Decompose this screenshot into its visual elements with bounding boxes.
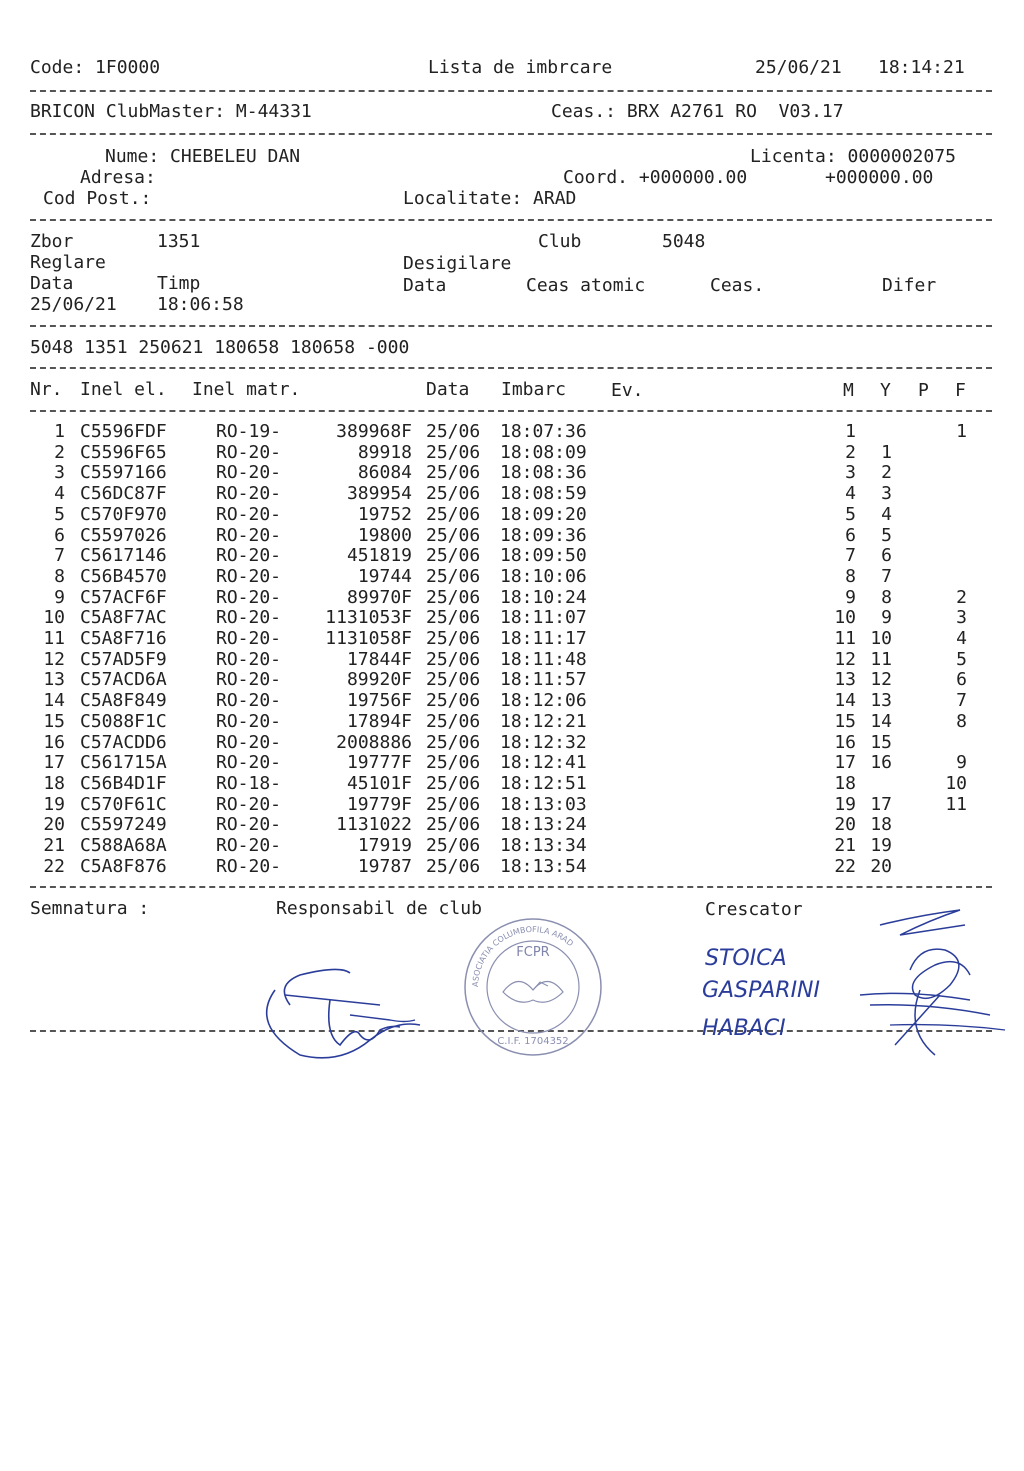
row-time: 18:13:54 [500,855,587,877]
row-time: 18:13:03 [500,793,587,815]
row-time: 18:08:59 [500,483,587,505]
row-ring-prefix: RO-20- [216,793,282,815]
row-date: 25/06 [426,731,481,753]
club-responsible-label: Responsabil de club [276,898,482,919]
setting-date-label: Data [30,273,74,294]
unsealing-label: Desigilare [403,253,512,274]
row-number: 22 [43,855,65,877]
row-date: 25/06 [426,648,481,670]
row-time: 18:12:32 [500,731,587,753]
row-electronic-ring: C588A68A [80,835,167,856]
row-ring-number: 1131058F [325,628,412,649]
row-time: 18:07:36 [500,421,587,442]
row-ring-prefix: RO-20- [216,545,282,567]
row-time: 18:10:06 [500,565,587,587]
row-date: 25/06 [426,524,481,546]
col-date: Data [426,379,470,400]
row-number: 4 [54,483,65,505]
row-ring-number: 19744 [357,565,412,587]
row-ring-number: 89970F [346,586,412,608]
row-number: 9 [54,586,65,608]
row-f: 6 [956,669,967,691]
row-number: 12 [43,648,65,670]
col-m: M [843,380,854,401]
row-electronic-ring: C5088F1C [80,710,167,732]
row-number: 5 [54,503,65,525]
row-time: 18:09:50 [500,545,587,567]
row-date: 25/06 [426,752,481,774]
divider [30,410,992,412]
row-time: 18:11:57 [500,669,587,691]
row-ring-number: 2008886 [336,731,412,753]
row-ring-prefix: RO-20- [216,648,282,670]
col-event: Ev. [611,380,644,401]
row-ring-prefix: RO-18- [216,772,282,794]
clock-label: Ceas. [710,275,765,296]
handwritten-name-1: STOICA [705,946,787,971]
divider [30,133,992,135]
row-electronic-ring: C57AD5F9 [80,648,167,670]
owner-coord-lon: +000000.00 [825,167,934,188]
row-electronic-ring: C5617146 [80,545,167,567]
setting-time: 18:06:58 [157,294,244,315]
row-ring-prefix: RO-20- [216,503,282,525]
row-time: 18:09:36 [500,524,587,546]
divider [30,886,992,888]
row-y: 17 [870,793,892,815]
row-ring-prefix: RO-20- [216,855,282,877]
row-date: 25/06 [426,669,481,691]
row-electronic-ring: C5A8F876 [80,855,167,877]
row-m: 10 [834,607,856,629]
row-ring-number: 19777F [346,752,412,774]
row-number: 17 [43,752,65,774]
row-date: 25/06 [426,545,481,567]
row-m: 14 [834,690,856,712]
row-date: 25/06 [426,607,481,629]
club-responsible-signature [230,965,430,1070]
row-ring-prefix: RO-20- [216,669,282,691]
unsealing-date-label: Data [403,275,447,296]
row-ring-prefix: RO-20- [216,462,282,484]
row-m: 11 [834,628,856,649]
row-ring-prefix: RO-20- [216,710,282,732]
divider [30,90,992,92]
document-code: Code: 1F0000 [30,57,161,78]
breeder-label: Crescator [705,899,803,920]
row-f: 5 [956,648,967,670]
row-electronic-ring: C56B4D1F [80,772,167,794]
row-m: 8 [845,565,856,587]
row-y: 15 [870,731,892,753]
row-m: 22 [834,855,856,877]
row-electronic-ring: C5596FDF [80,421,167,442]
row-ring-prefix: RO-20- [216,814,282,836]
row-date: 25/06 [426,772,481,794]
col-p: P [918,380,929,401]
row-y: 5 [881,524,892,546]
row-electronic-ring: C5A8F7AC [80,607,167,629]
row-m: 2 [845,441,856,463]
row-f: 10 [945,772,967,794]
owner-city: Localitate: ARAD [403,188,577,209]
row-ring-prefix: RO-20- [216,565,282,587]
row-y: 1 [881,441,892,463]
owner-postcode: Cod Post.: [43,188,152,209]
row-number: 10 [43,607,65,629]
row-number: 8 [54,565,65,587]
row-number: 19 [43,793,65,815]
stamp-ring-text: ASOCIATIA COLUMBOFILA ARAD [470,924,575,988]
row-ring-prefix: RO-20- [216,628,282,649]
row-date: 25/06 [426,503,481,525]
row-y: 16 [870,752,892,774]
row-ring-prefix: RO-19- [216,421,282,442]
row-ring-number: 1131053F [325,607,412,629]
row-m: 19 [834,793,856,815]
row-m: 18 [834,772,856,794]
row-ring-number: 17844F [346,648,412,670]
row-number: 3 [54,462,65,484]
row-number: 2 [54,441,65,463]
row-m: 21 [834,835,856,856]
row-date: 25/06 [426,421,481,442]
row-m: 3 [845,462,856,484]
row-y: 10 [870,628,892,649]
row-time: 18:13:34 [500,835,587,856]
document-title: Lista de imbrcare [428,57,613,78]
row-electronic-ring: C570F970 [80,503,167,525]
row-number: 6 [54,524,65,546]
col-basketing: Imbarc [501,379,567,400]
row-m: 7 [845,545,856,567]
setting-date: 25/06/21 [30,294,117,315]
row-ring-number: 17894F [346,710,412,732]
owner-name: Nume: CHEBELEU DAN [105,146,301,167]
row-m: 20 [834,814,856,836]
row-electronic-ring: C5597166 [80,462,167,484]
row-number: 1 [54,421,65,442]
print-time: 18:14:21 [878,57,965,78]
row-electronic-ring: C57ACD6A [80,669,167,691]
row-time: 18:08:36 [500,462,587,484]
row-electronic-ring: C57ACDD6 [80,731,167,753]
row-f: 2 [956,586,967,608]
row-m: 6 [845,524,856,546]
row-ring-number: 389954 [346,483,412,505]
row-m: 4 [845,483,856,505]
row-electronic-ring: C561715A [80,752,167,774]
row-y: 18 [870,814,892,836]
row-date: 25/06 [426,814,481,836]
row-time: 18:11:17 [500,628,587,649]
handwritten-name-2: GASPARINI [702,978,821,1003]
row-time: 18:09:20 [500,503,587,525]
col-y: Y [880,380,891,401]
row-number: 14 [43,690,65,712]
row-time: 18:12:21 [500,710,587,732]
owner-address: Adresa: [80,167,156,188]
row-time: 18:08:09 [500,441,587,463]
club-label: Club [538,231,582,252]
setting-time-label: Timp [157,273,201,294]
row-y: 14 [870,710,892,732]
row-electronic-ring: C57ACF6F [80,586,167,608]
row-ring-number: 89920F [346,669,412,691]
row-y: 3 [881,483,892,505]
row-f: 4 [956,628,967,649]
row-m: 12 [834,648,856,670]
row-number: 7 [54,545,65,567]
clock-id: Ceas.: BRX A2761 RO V03.17 [551,101,844,122]
divider [30,367,992,369]
stamp-center-text: FCPR [516,945,550,960]
col-nr: Nr. [30,379,63,400]
row-date: 25/06 [426,462,481,484]
row-ring-prefix: RO-20- [216,752,282,774]
col-f: F [955,380,966,401]
row-ring-number: 19752 [357,503,412,525]
row-f: 11 [945,793,967,815]
row-date: 25/06 [426,793,481,815]
row-number: 13 [43,669,65,691]
row-y: 12 [870,669,892,691]
row-date: 25/06 [426,690,481,712]
divider [30,325,992,327]
row-y: 7 [881,565,892,587]
row-m: 17 [834,752,856,774]
row-time: 18:10:24 [500,586,587,608]
row-time: 18:12:41 [500,752,587,774]
row-number: 18 [43,772,65,794]
row-number: 15 [43,710,65,732]
row-f: 8 [956,710,967,732]
divider [30,219,992,221]
difference-label: Difer [882,275,937,296]
row-electronic-ring: C56B4570 [80,565,167,587]
row-ring-number: 86084 [357,462,412,484]
row-electronic-ring: C5597026 [80,524,167,546]
row-time: 18:13:24 [500,814,587,836]
row-y: 13 [870,690,892,712]
row-ring-prefix: RO-20- [216,835,282,856]
row-ring-number: 19800 [357,524,412,546]
row-f: 9 [956,752,967,774]
row-y: 8 [881,586,892,608]
row-y: 11 [870,648,892,670]
row-electronic-ring: C56DC87F [80,483,167,505]
row-electronic-ring: C570F61C [80,793,167,815]
row-ring-number: 19756F [346,690,412,712]
row-y: 6 [881,545,892,567]
row-ring-number: 19787 [357,855,412,877]
breeder-signatures [690,895,1010,1065]
row-time: 18:12:51 [500,772,587,794]
row-time: 18:11:48 [500,648,587,670]
club-stamp [458,912,608,1062]
owner-coord-lat: Coord. +000000.00 [563,167,748,188]
row-date: 25/06 [426,483,481,505]
handwritten-name-3: HABACI [702,1016,786,1041]
row-date: 25/06 [426,441,481,463]
row-f: 7 [956,690,967,712]
print-date: 25/06/21 [755,57,842,78]
flight-code-line: 5048 1351 250621 180658 180658 -000 [30,337,410,358]
row-electronic-ring: C5A8F716 [80,628,167,649]
row-number: 11 [43,628,65,649]
signature-label: Semnatura : [30,898,150,919]
row-y: 20 [870,855,892,877]
row-ring-prefix: RO-20- [216,586,282,608]
row-electronic-ring: C5A8F849 [80,690,167,712]
row-electronic-ring: C5596F65 [80,441,167,463]
row-y: 2 [881,462,892,484]
row-time: 18:11:07 [500,607,587,629]
row-ring-number: 389968F [336,421,412,442]
row-date: 25/06 [426,586,481,608]
row-m: 15 [834,710,856,732]
row-number: 21 [43,835,65,856]
row-number: 16 [43,731,65,753]
row-ring-number: 89918 [357,441,412,463]
row-m: 13 [834,669,856,691]
row-m: 16 [834,731,856,753]
row-ring-number: 17919 [357,835,412,856]
row-ring-prefix: RO-20- [216,731,282,753]
row-f: 3 [956,607,967,629]
row-ring-prefix: RO-20- [216,690,282,712]
atomic-clock-label: Ceas atomic [526,275,646,296]
row-y: 4 [881,503,892,525]
row-f: 1 [956,421,967,442]
row-ring-prefix: RO-20- [216,483,282,505]
row-ring-number: 19779F [346,793,412,815]
flight-label: Zbor [30,231,74,252]
stamp-cif-text: C.I.F. 1704352 [497,1036,569,1047]
dove-icon [503,981,563,1002]
row-ring-number: 45101F [346,772,412,794]
owner-licence: Licenta: 0000002075 [750,146,956,167]
row-m: 1 [845,421,856,442]
row-ring-number: 451819 [346,545,412,567]
row-date: 25/06 [426,855,481,877]
row-date: 25/06 [426,565,481,587]
row-date: 25/06 [426,710,481,732]
row-date: 25/06 [426,628,481,649]
row-y: 19 [870,835,892,856]
clubmaster-id: BRICON ClubMaster: M-44331 [30,101,312,122]
row-time: 18:12:06 [500,690,587,712]
col-ring-number: Inel matr. [192,379,301,400]
flight-number: 1351 [157,231,201,252]
row-m: 9 [845,586,856,608]
row-m: 5 [845,503,856,525]
row-ring-prefix: RO-20- [216,524,282,546]
row-y: 9 [881,607,892,629]
row-ring-number: 1131022 [336,814,412,836]
row-number: 20 [43,814,65,836]
col-electronic-ring: Inel el. [80,379,167,400]
row-electronic-ring: C5597249 [80,814,167,836]
club-number: 5048 [662,231,706,252]
row-ring-prefix: RO-20- [216,441,282,463]
row-ring-prefix: RO-20- [216,607,282,629]
row-date: 25/06 [426,835,481,856]
setting-label: Reglare [30,252,106,273]
